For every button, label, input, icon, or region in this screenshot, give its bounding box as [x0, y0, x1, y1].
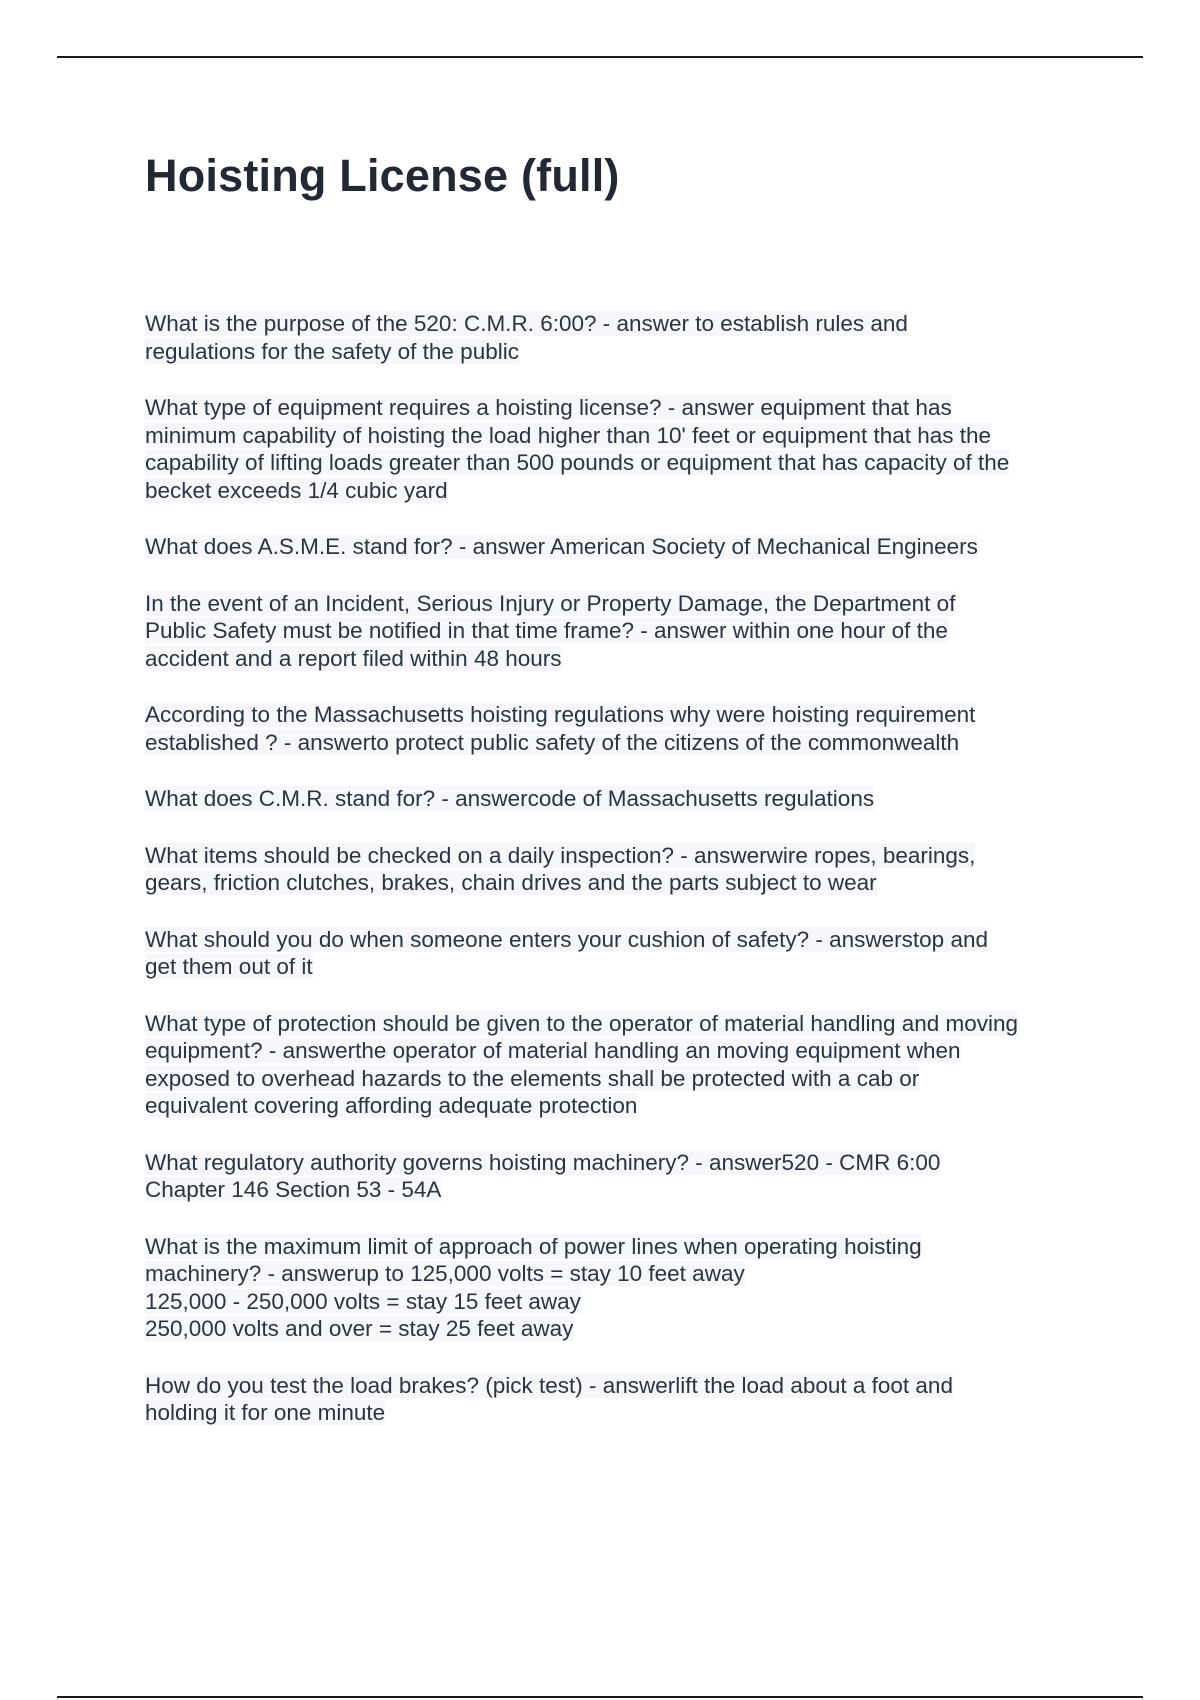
- qa-line: exposed to overhead hazards to the elements shall be protected with a cab or: [145, 1065, 920, 1091]
- qa-line: What type of equipment requires a hoisting license? - answer equipment that has: [145, 395, 952, 420]
- qa-line: regulations for the safety of the public: [145, 338, 519, 364]
- qa-line: What items should be checked on a daily inspection? - answerwire ropes, bearings,: [145, 842, 976, 868]
- qa-item: [145, 701, 1095, 756]
- qa-line: machinery? - answerup to 125,000 volts = stay 10 feet away: [145, 1261, 745, 1286]
- qa-line: How do you test the load brakes? (pick test) - answerlift the load about a foot and: [145, 1372, 953, 1398]
- qa-item: [145, 1372, 1095, 1427]
- qa-line: What does C.M.R. stand for? - answercode of Massachusetts regulations: [145, 786, 875, 811]
- document-title: Hoisting License (full): [145, 150, 620, 201]
- qa-line: get them out of it: [145, 954, 313, 979]
- qa-item: [145, 1149, 1095, 1204]
- qa-list: [145, 310, 1095, 1427]
- bottom-divider: [57, 1696, 1143, 1698]
- qa-line: In the event of an Incident, Serious Injury or Property Damage, the Department of: [145, 590, 956, 616]
- qa-line: 125,000 - 250,000 volts = stay 15 feet away: [145, 1288, 581, 1314]
- qa-item: [145, 785, 1095, 813]
- qa-line: What should you do when someone enters your cushion of safety? - answerstop and: [145, 926, 988, 952]
- qa-line: capability of lifting loads greater than 500 pounds or equipment that has capacity of the: [145, 450, 1010, 475]
- qa-item: [145, 394, 1095, 504]
- qa-line: established ? - answerto protect public safety of the citizens of the commonwealth: [145, 729, 960, 755]
- qa-item: [145, 310, 1095, 365]
- qa-line: What does A.S.M.E. stand for? - answer American Society of Mechanical Engineers: [145, 534, 978, 559]
- qa-line: 250,000 volts and over = stay 25 feet away: [145, 1316, 574, 1341]
- qa-line: What is the purpose of the 520: C.M.R. 6:00? - answer to establish rules and: [145, 311, 908, 336]
- qa-item: [145, 842, 1095, 897]
- qa-line: holding it for one minute: [145, 1400, 386, 1425]
- qa-line: Public Safety must be notified in that time frame? - answer within one hour of the: [145, 618, 948, 643]
- qa-line: What regulatory authority governs hoisting machinery? - answer520 - CMR 6:00: [145, 1149, 941, 1175]
- qa-line: What type of protection should be given to the operator of material handling and moving: [145, 1010, 1019, 1036]
- qa-line: minimum capability of hoisting the load higher than 10' feet or equipment that has the: [145, 422, 992, 448]
- qa-item: [145, 533, 1095, 561]
- qa-item: [145, 926, 1095, 981]
- qa-item: [145, 1233, 1095, 1343]
- qa-line: According to the Massachusetts hoisting regulations why were hoisting requirement: [145, 702, 976, 727]
- document-body: [145, 148, 1095, 1456]
- qa-line: What is the maximum limit of approach of power lines when operating hoisting: [145, 1233, 922, 1259]
- qa-item: [145, 590, 1095, 673]
- top-divider: [57, 56, 1143, 58]
- qa-line: gears, friction clutches, brakes, chain drives and the parts subject to wear: [145, 870, 877, 895]
- qa-line: becket exceeds 1/4 cubic yard: [145, 477, 448, 503]
- qa-line: Chapter 146 Section 53 - 54A: [145, 1177, 442, 1202]
- qa-line: equipment? - answerthe operator of material handling an moving equipment when: [145, 1038, 961, 1063]
- qa-item: [145, 1010, 1095, 1120]
- qa-line: equivalent covering affording adequate protection: [145, 1093, 638, 1118]
- qa-line: accident and a report filed within 48 hours: [145, 645, 562, 671]
